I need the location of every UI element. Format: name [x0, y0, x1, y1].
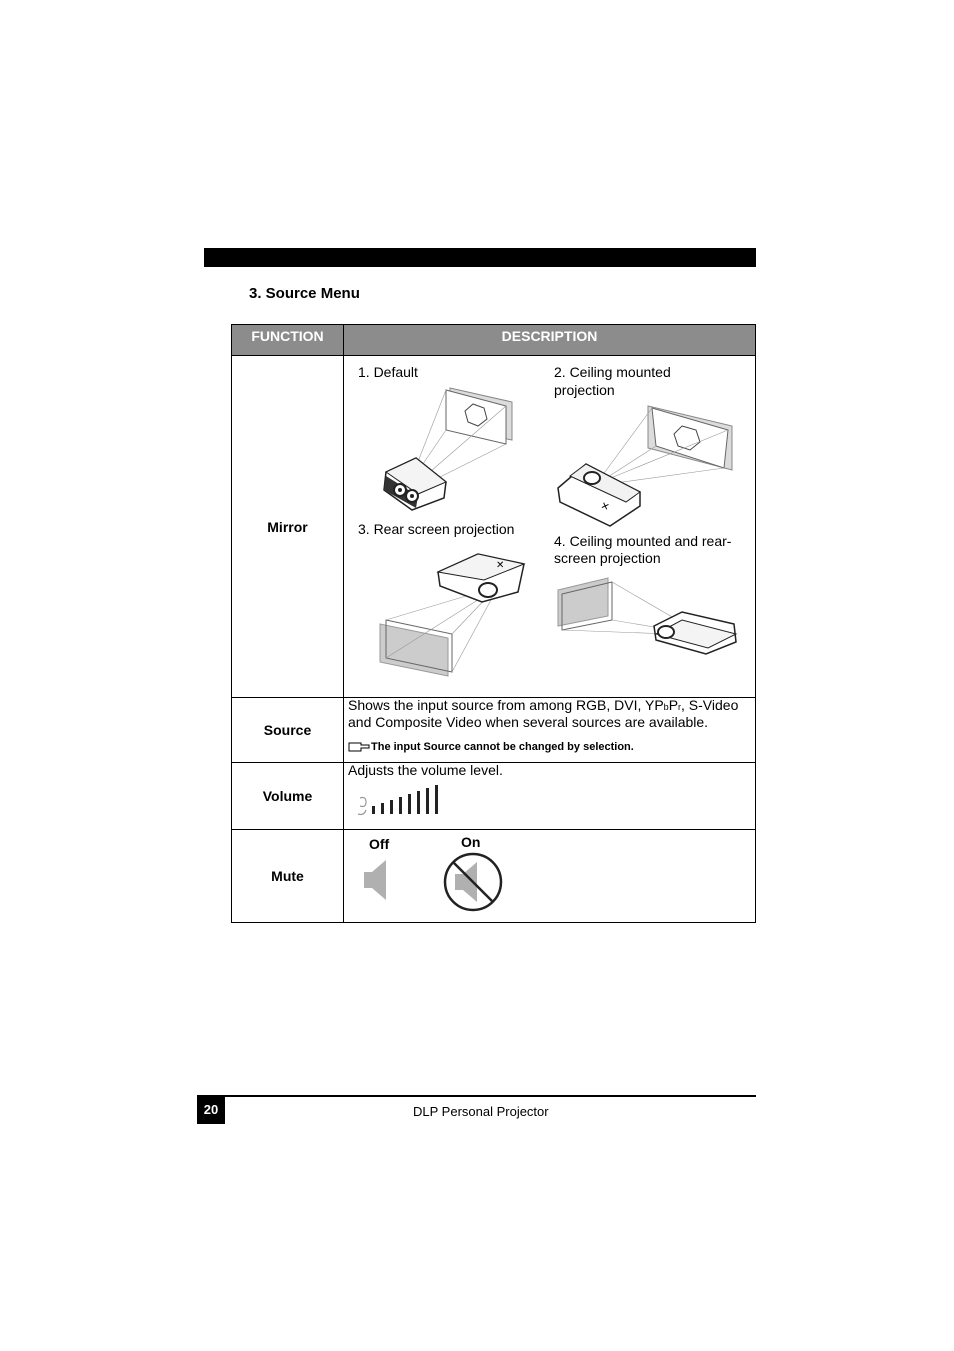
- footer-rule: [224, 1095, 756, 1097]
- volume-level-icon: [354, 784, 444, 820]
- header-function: FUNCTION: [231, 324, 344, 356]
- source-description-line2: and Composite Video when several sources are available.: [348, 714, 709, 730]
- source-description-line1: Shows the input source from among RGB, DVI, YPbPr, S-Video: [348, 697, 739, 713]
- header-description: DESCRIPTION: [343, 324, 756, 356]
- page-number: 20: [197, 1095, 225, 1124]
- projector-default-illustration: [378, 384, 518, 514]
- svg-text:✕: ✕: [496, 560, 505, 571]
- volume-description-text: Adjusts the volume level.: [348, 762, 503, 778]
- mirror-option-rear: 3. Rear screen projection: [358, 521, 515, 537]
- projector-rear-illustration: [378, 550, 528, 680]
- speaker-muted-icon: [441, 850, 505, 914]
- function-mute: Mute: [231, 829, 344, 923]
- mute-off-label: Off: [369, 836, 390, 852]
- note-hand-icon: [348, 740, 370, 752]
- footer-title: DLP Personal Projector: [413, 1104, 549, 1119]
- projector-ceiling-illustration: [556, 404, 736, 530]
- mirror-option-ceiling-line1: 2. Ceiling mounted: [554, 364, 671, 380]
- function-source: Source: [231, 697, 344, 763]
- header-bar: [204, 248, 756, 267]
- mirror-option-default: 1. Default: [358, 364, 418, 380]
- mute-description: [343, 829, 756, 923]
- source-note: The input Source cannot be changed by selection.: [371, 741, 634, 753]
- mirror-option-ceiling-rear-line2: screen projection: [554, 550, 661, 566]
- mirror-option-ceiling-line2: projection: [554, 382, 615, 398]
- mute-on-label: On: [461, 834, 481, 850]
- function-volume: Volume: [231, 762, 344, 830]
- projector-ceiling-rear-illustration: [556, 576, 742, 676]
- section-title: 3. Source Menu: [249, 285, 360, 302]
- speaker-icon: [360, 858, 390, 902]
- svg-text:✕: ✕: [598, 500, 611, 514]
- function-mirror: Mirror: [231, 355, 344, 698]
- mirror-option-ceiling-rear-line1: 4. Ceiling mounted and rear-: [554, 533, 732, 549]
